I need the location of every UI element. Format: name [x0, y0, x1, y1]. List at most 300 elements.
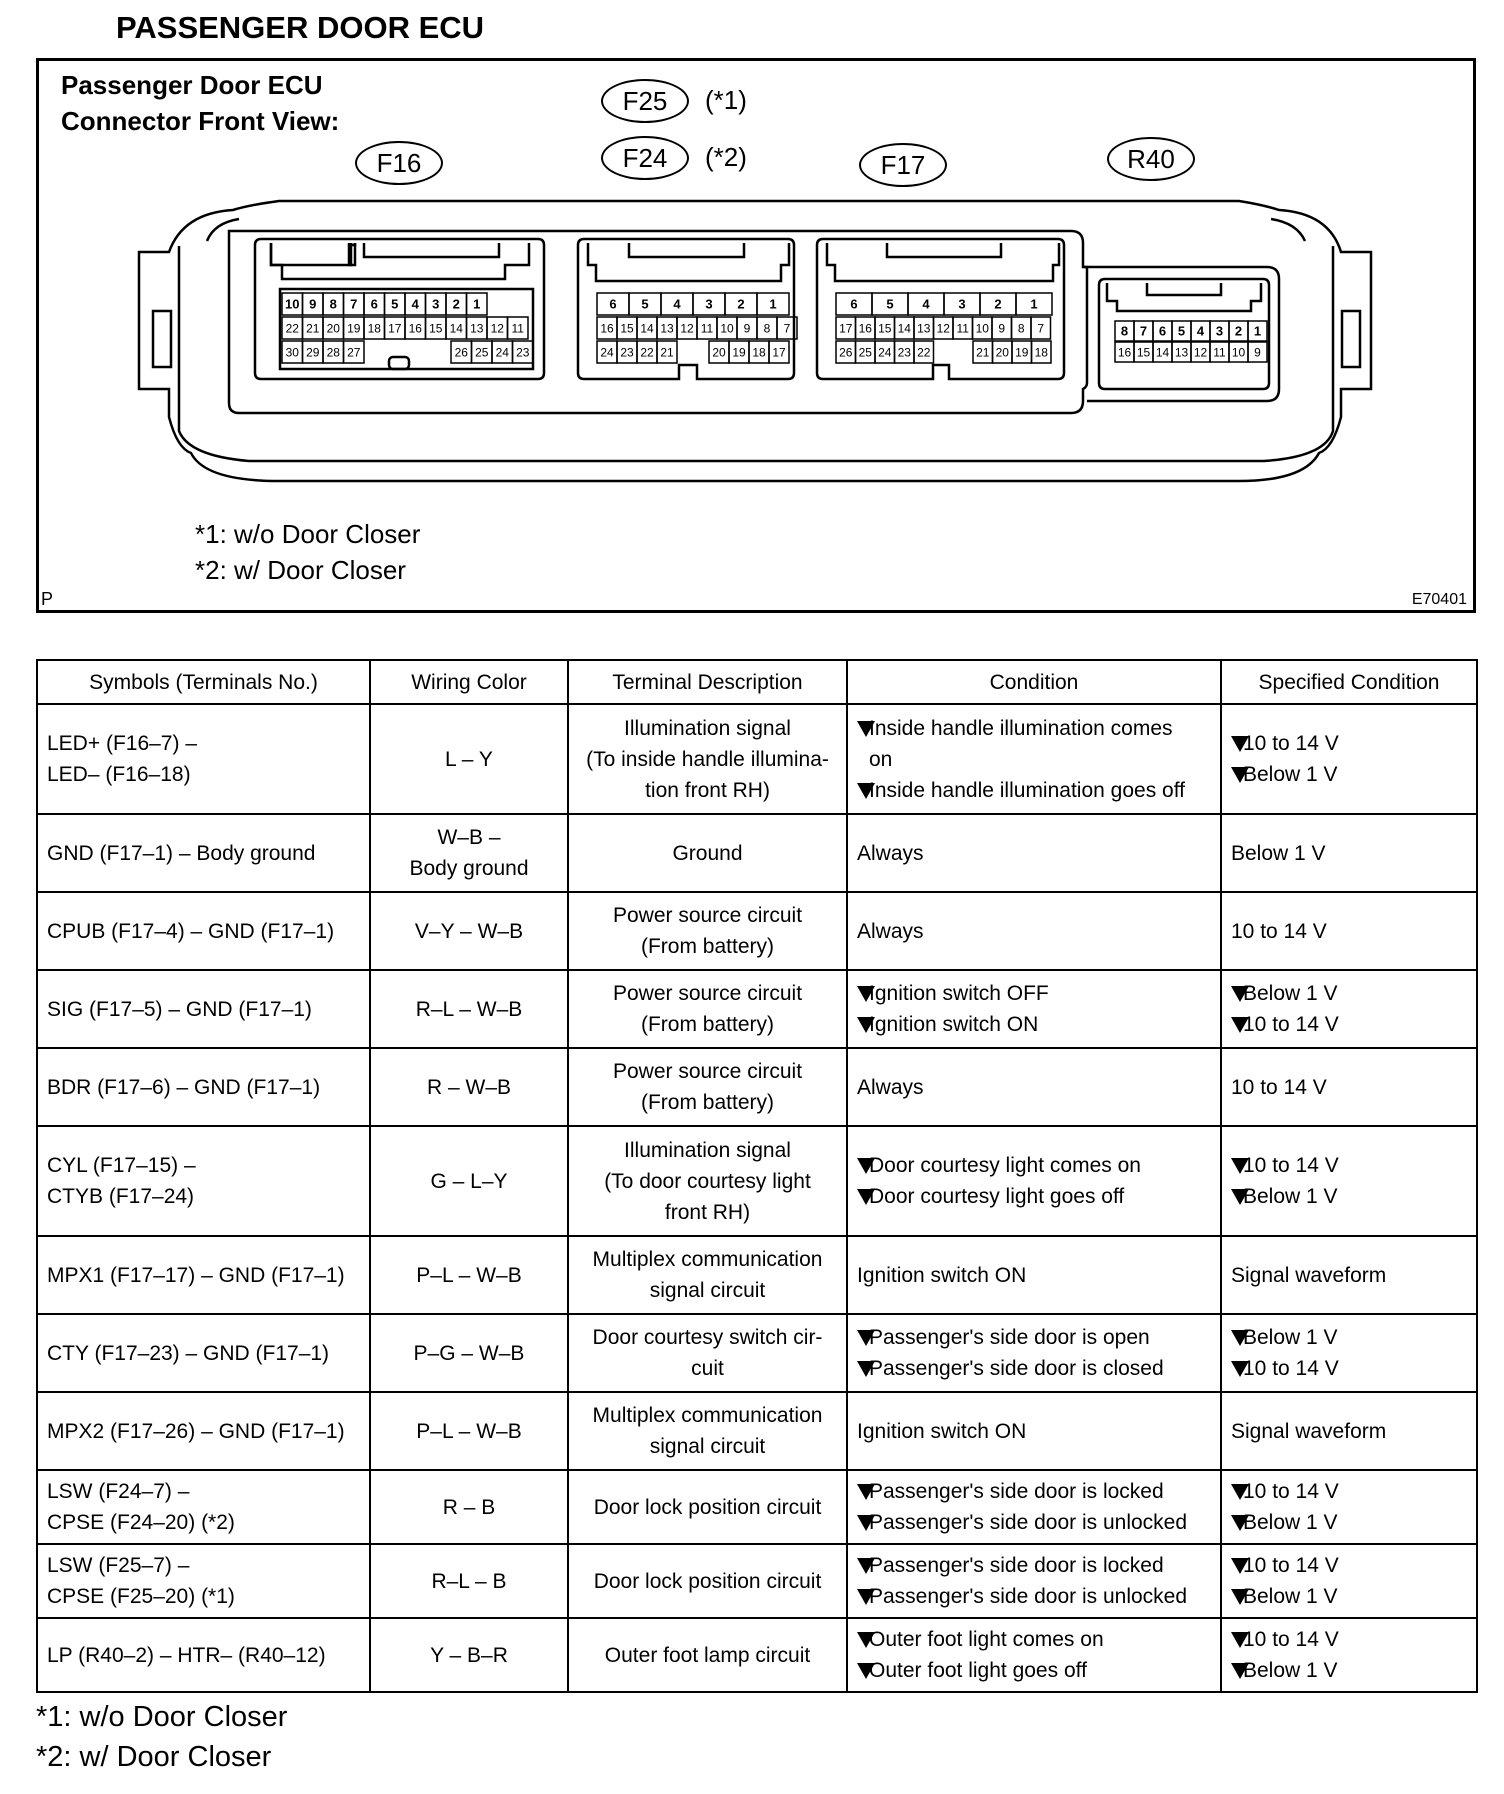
table-row — [37, 1470, 1477, 1544]
cell-condition-text: Outer foot light comes on — [869, 1628, 1104, 1651]
pin-number: 1 — [1030, 296, 1038, 312]
cell-condition-text: Ignition switch ON — [869, 1013, 1039, 1036]
cell-specified-condition-line — [1231, 1624, 1467, 1655]
cell-symbols-text: MPX1 (F17–17) – GND (F17–1) — [47, 1263, 345, 1287]
cell-specified-condition-line — [1231, 1476, 1467, 1507]
cell-wiring-color-line — [380, 1166, 558, 1197]
connector-tag-f25: F25 — [601, 79, 689, 123]
table-row — [37, 1236, 1477, 1314]
cell-wiring-color — [370, 1236, 568, 1314]
cell-condition-line — [857, 1181, 1211, 1212]
cell-specified-condition-line — [1231, 1353, 1467, 1384]
cell-symbols-text: CTYB (F17–24) — [47, 1185, 195, 1208]
header-condition: Condition — [847, 660, 1221, 704]
pin-number: 5 — [1177, 323, 1186, 339]
connector-tag-f17: F17 — [859, 143, 947, 187]
cell-symbols-line — [47, 1338, 360, 1369]
pin-number: 11 — [1213, 345, 1226, 360]
cell-symbols-text: LSW (F24–7) – — [47, 1480, 190, 1503]
terminal-spec-table — [36, 659, 1478, 1693]
pin-number: 15 — [1136, 345, 1151, 360]
cell-symbols — [37, 1392, 370, 1470]
cell-specified-condition-line — [1231, 1655, 1467, 1686]
pin-number: 5 — [391, 296, 399, 312]
cell-specified-condition-line — [1231, 1416, 1467, 1447]
cell-terminal-description-text: front RH) — [664, 1200, 751, 1224]
cell-terminal-description-text: (From battery) — [640, 1091, 774, 1114]
cell-symbols-line — [47, 1181, 360, 1212]
cell-wiring-color-text: G – L–Y — [430, 1169, 508, 1193]
cell-specified-condition-line — [1231, 728, 1467, 759]
pin-number: 10 — [975, 321, 989, 336]
cell-terminal-description-line — [578, 744, 837, 775]
cell-symbols — [37, 1314, 370, 1392]
table-row — [37, 1048, 1477, 1126]
cell-symbols-text: LSW (F25–7) – — [47, 1554, 190, 1577]
pin-number: 25 — [858, 345, 872, 360]
cell-specified-condition — [1221, 1618, 1477, 1692]
pin-number: 2 — [994, 296, 1002, 312]
pin-number: 6 — [609, 296, 617, 312]
cell-symbols — [37, 970, 370, 1048]
cell-condition-line — [857, 978, 1211, 1009]
cell-condition-line — [857, 1624, 1211, 1655]
pin-number: 15 — [620, 321, 634, 336]
cell-specified-condition — [1221, 970, 1477, 1048]
cell-terminal-description-text: Outer foot lamp circuit — [604, 1643, 811, 1667]
pin-number: 2 — [737, 296, 745, 312]
cell-symbols-line — [47, 994, 360, 1025]
pin-number: 15 — [878, 321, 892, 336]
cell-terminal-description — [568, 1126, 847, 1236]
cell-symbols-text: LED– (F16–18) — [47, 763, 191, 786]
pin-number: 4 — [411, 296, 419, 312]
cell-specified-condition-text: Below 1 V — [1243, 1326, 1338, 1349]
cell-symbols-line — [47, 1507, 360, 1538]
pin-number: 19 — [732, 345, 746, 360]
cell-symbols — [37, 1048, 370, 1126]
cell-wiring-color-line — [380, 1566, 558, 1597]
cell-specified-condition-text: Below 1 V — [1243, 763, 1338, 786]
cell-terminal-description-text: (From battery) — [640, 935, 774, 958]
cell-terminal-description-text: signal circuit — [649, 1435, 766, 1458]
cell-specified-condition-text: 10 to 14 V — [1231, 1075, 1327, 1099]
pin-number: 17 — [388, 321, 402, 336]
cell-terminal-description-line — [578, 1353, 837, 1384]
pin-number: 16 — [600, 321, 614, 336]
cell-condition-line — [857, 1322, 1211, 1353]
cell-condition-line — [857, 1260, 1211, 1291]
cell-terminal-description — [568, 970, 847, 1048]
pin-number: 6 — [370, 296, 378, 312]
cell-specified-condition-line — [1231, 759, 1467, 790]
cell-condition-line — [857, 1416, 1211, 1447]
cell-terminal-description-line — [578, 900, 837, 931]
cell-terminal-description — [568, 1544, 847, 1618]
pin-number: 24 — [600, 345, 614, 360]
cell-wiring-color — [370, 1126, 568, 1236]
cell-symbols-line — [47, 1550, 360, 1581]
cell-symbols — [37, 814, 370, 892]
cell-symbols-line — [47, 1640, 360, 1671]
pin-number: 18 — [752, 345, 766, 360]
cell-specified-condition-line — [1231, 916, 1467, 947]
cell-terminal-description-line — [578, 1492, 837, 1523]
cell-specified-condition-text: Below 1 V — [1243, 982, 1338, 1005]
diagram-note-1: *1: w/o Door Closer — [195, 519, 421, 549]
cell-terminal-description-text: Illumination signal — [624, 1138, 791, 1162]
table-row — [37, 1544, 1477, 1618]
connector-tag-f25-note: (*1) — [705, 85, 747, 115]
cell-terminal-description — [568, 1048, 847, 1126]
cell-condition — [847, 970, 1221, 1048]
pin-number: 11 — [956, 321, 969, 336]
cell-terminal-description-text: Door lock position circuit — [593, 1495, 822, 1519]
connector-tag-f16: F16 — [355, 141, 443, 185]
cell-terminal-description-line — [578, 1087, 837, 1118]
cell-specified-condition-line — [1231, 1550, 1467, 1581]
cell-symbols-text: SIG (F17–5) – GND (F17–1) — [47, 997, 312, 1021]
pin-number: 16 — [1117, 345, 1132, 360]
cell-terminal-description-text: (To inside handle illumina- — [586, 747, 829, 771]
cell-wiring-color-line — [380, 822, 558, 853]
cell-specified-condition — [1221, 1392, 1477, 1470]
cell-symbols — [37, 1544, 370, 1618]
cell-specified-condition-line — [1231, 1150, 1467, 1181]
cell-wiring-color — [370, 970, 568, 1048]
pin-number: 20 — [712, 345, 726, 360]
pin-number: 5 — [641, 296, 649, 312]
cell-symbols-line — [47, 1581, 360, 1612]
pin-number: 3 — [958, 296, 966, 312]
cell-terminal-description-text: signal circuit — [649, 1279, 766, 1302]
cell-terminal-description-line — [578, 1056, 837, 1087]
pin-number: 20 — [995, 345, 1009, 360]
cell-specified-condition-text: 10 to 14 V — [1243, 1154, 1339, 1177]
pin-number: 1 — [473, 296, 481, 312]
cell-specified-condition-text: 10 to 14 V — [1243, 1554, 1339, 1577]
cell-terminal-description-text: Multiplex communication — [592, 1248, 823, 1271]
cell-condition-text: Ignition switch ON — [857, 1419, 1027, 1443]
pin-number: 23 — [897, 345, 911, 360]
corner-letter: P — [41, 589, 54, 609]
cell-symbols-text: CPSE (F24–20) (*2) — [47, 1511, 235, 1534]
cell-terminal-description-line — [578, 1009, 837, 1040]
pin-number: 7 — [1139, 323, 1148, 339]
cell-terminal-description-text: Door courtesy switch cir- — [592, 1326, 823, 1349]
header-specified-condition: Specified Condition — [1221, 660, 1477, 704]
cell-symbols — [37, 892, 370, 970]
cell-terminal-description-line — [578, 1566, 837, 1597]
cell-terminal-description — [568, 814, 847, 892]
pin-number: 11 — [700, 321, 714, 336]
cell-terminal-description-line — [578, 713, 837, 744]
cell-specified-condition-text: 10 to 14 V — [1243, 1357, 1339, 1380]
cell-terminal-description-text: Illumination signal — [624, 716, 791, 740]
cell-wiring-color-line — [380, 1492, 558, 1523]
cell-condition-line — [857, 838, 1211, 869]
cell-condition-text: Always — [857, 919, 924, 943]
cell-specified-condition-line — [1231, 978, 1467, 1009]
cell-condition-text: Ignition switch OFF — [869, 982, 1049, 1005]
pin-number: 9 — [998, 321, 1006, 336]
cell-specified-condition-text: 10 to 14 V — [1243, 1628, 1339, 1651]
pin-number: 11 — [511, 321, 524, 336]
cell-specified-condition — [1221, 704, 1477, 814]
cell-condition — [847, 1126, 1221, 1236]
cell-wiring-color — [370, 1392, 568, 1470]
pin-number: 2 — [452, 296, 460, 312]
cell-symbols-line — [47, 1476, 360, 1507]
pin-number: 14 — [449, 321, 463, 336]
pin-number: 7 — [1037, 321, 1045, 336]
cell-symbols-line — [47, 1260, 360, 1291]
cell-wiring-color-text: R – W–B — [426, 1075, 512, 1099]
cell-condition-line — [857, 1655, 1211, 1686]
table-header-row — [37, 660, 1477, 704]
cell-wiring-color-text: W–B – — [437, 826, 501, 849]
cell-specified-condition-line — [1231, 1009, 1467, 1040]
pin-number: 27 — [347, 345, 361, 360]
pin-number: 22 — [640, 345, 654, 360]
cell-specified-condition-text: Signal waveform — [1231, 1263, 1387, 1287]
pin-number: 18 — [367, 321, 381, 336]
cell-condition-line — [857, 775, 1211, 806]
cell-symbols-line — [47, 838, 360, 869]
cell-symbols-line — [47, 916, 360, 947]
connector-tag-r40: R40 — [1107, 137, 1195, 181]
cell-condition-text: Passenger's side door is closed — [869, 1357, 1164, 1380]
cell-terminal-description-text: cuit — [691, 1357, 724, 1380]
cell-condition-line — [857, 744, 1211, 775]
ecu-housing-top-inner-r — [1271, 219, 1305, 241]
cell-condition-text: Door courtesy light goes off — [869, 1185, 1125, 1208]
cell-condition — [847, 704, 1221, 814]
cell-wiring-color — [370, 1618, 568, 1692]
cell-terminal-description-line — [578, 1275, 837, 1306]
cell-condition — [847, 1618, 1221, 1692]
cell-wiring-color-line — [380, 1640, 558, 1671]
cell-specified-condition — [1221, 1544, 1477, 1618]
pin-number: 16 — [858, 321, 872, 336]
cell-symbols-text: CPUB (F17–4) – GND (F17–1) — [47, 919, 335, 943]
cell-wiring-color-text: P–L – W–B — [416, 1263, 522, 1287]
cell-symbols-text: GND (F17–1) – Body ground — [47, 841, 316, 865]
cell-specified-condition — [1221, 1470, 1477, 1544]
cell-condition-text: Ignition switch ON — [857, 1263, 1027, 1287]
pin-number: 13 — [470, 321, 484, 336]
table-row — [37, 970, 1477, 1048]
pin-number: 29 — [306, 345, 320, 360]
cell-specified-condition-text: 10 to 14 V — [1231, 919, 1327, 943]
pin-number: 21 — [306, 321, 320, 336]
cell-wiring-color-line — [380, 1260, 558, 1291]
cell-terminal-description — [568, 1392, 847, 1470]
pin-number: 19 — [1015, 345, 1029, 360]
cell-terminal-description-text: tion front RH) — [645, 778, 770, 802]
pin-number: 15 — [429, 321, 443, 336]
pin-number: 13 — [1174, 345, 1189, 360]
cell-wiring-color — [370, 704, 568, 814]
cell-terminal-description-line — [578, 775, 837, 806]
cell-condition-text: Passenger's side door is unlocked — [869, 1585, 1188, 1608]
cell-condition — [847, 1470, 1221, 1544]
cell-terminal-description-line — [578, 1431, 837, 1462]
pin-number: 18 — [1034, 345, 1048, 360]
cell-condition — [847, 814, 1221, 892]
cell-condition-line — [857, 713, 1211, 744]
cell-condition-text: Inside handle illumination goes off — [869, 778, 1185, 802]
cell-condition-line — [857, 1476, 1211, 1507]
pin-number: 10 — [285, 296, 300, 312]
cell-wiring-color-text: R–L – B — [431, 1569, 507, 1593]
diagram-label-line1: Passenger Door ECU — [61, 70, 323, 100]
pin-number: 30 — [285, 345, 299, 360]
pin-number: 7 — [350, 296, 358, 312]
pin-number: 9 — [743, 321, 751, 336]
diagram-note-2: *2: w/ Door Closer — [195, 555, 406, 585]
cell-terminal-description — [568, 1618, 847, 1692]
cell-symbols-line — [47, 1072, 360, 1103]
pin-number: 23 — [620, 345, 634, 360]
pin-number: 12 — [936, 321, 950, 336]
cell-terminal-description-line — [578, 1322, 837, 1353]
pin-number: 13 — [917, 321, 931, 336]
pin-number: 21 — [660, 345, 674, 360]
cell-symbols-text: CPSE (F25–20) (*1) — [47, 1585, 235, 1608]
table-row — [37, 1314, 1477, 1392]
cell-specified-condition-text: Below 1 V — [1231, 841, 1326, 865]
cell-terminal-description — [568, 1314, 847, 1392]
pin-number: 6 — [1158, 323, 1167, 339]
pin-number: 6 — [850, 296, 858, 312]
cell-condition-text: Passenger's side door is open — [869, 1326, 1150, 1349]
cell-terminal-description-text: (From battery) — [640, 1013, 774, 1036]
cell-specified-condition-text: Below 1 V — [1243, 1511, 1338, 1534]
table-row — [37, 892, 1477, 970]
cell-specified-condition-text: 10 to 14 V — [1243, 732, 1339, 755]
pin-number: 12 — [680, 321, 694, 336]
pin-number: 14 — [1155, 345, 1170, 360]
cell-condition-text: Door courtesy light comes on — [869, 1154, 1141, 1177]
diagram-label-line2: Connector Front View: — [61, 106, 340, 136]
cell-symbols-line — [47, 1150, 360, 1181]
pin-number: 14 — [897, 321, 911, 336]
cell-specified-condition-line — [1231, 1181, 1467, 1212]
cell-wiring-color-line — [380, 1338, 558, 1369]
cell-wiring-color-text: P–L – W–B — [416, 1419, 522, 1443]
cell-wiring-color-line — [380, 1072, 558, 1103]
cell-symbols-text: LED+ (F16–7) – — [47, 732, 197, 755]
cell-condition-line — [857, 1009, 1211, 1040]
cell-terminal-description-text: Door lock position circuit — [593, 1569, 822, 1593]
cell-symbols — [37, 1236, 370, 1314]
cell-specified-condition-text: Below 1 V — [1243, 1585, 1338, 1608]
table-row — [37, 1126, 1477, 1236]
cell-specified-condition-text: Below 1 V — [1243, 1659, 1338, 1682]
cell-specified-condition — [1221, 1314, 1477, 1392]
cell-condition-text: on — [869, 747, 893, 771]
cell-terminal-description-line — [578, 978, 837, 1009]
pin-number: 2 — [1234, 323, 1243, 339]
pin-number: 20 — [326, 321, 340, 336]
pin-number: 19 — [347, 321, 361, 336]
cell-wiring-color-line — [380, 916, 558, 947]
cell-condition-text: Passenger's side door is unlocked — [869, 1511, 1188, 1534]
pin-number: 28 — [326, 345, 340, 360]
cell-wiring-color-text: R–L – W–B — [415, 997, 523, 1021]
pin-number: 8 — [1120, 323, 1129, 339]
pin-number: 9 — [1254, 345, 1261, 360]
pin-number: 25 — [475, 345, 489, 360]
cell-specified-condition-text: 10 to 14 V — [1243, 1480, 1339, 1503]
pin-number: 9 — [309, 296, 317, 312]
cell-condition-line — [857, 1150, 1211, 1181]
figure-code: E70401 — [1411, 591, 1467, 608]
cell-condition-text: Always — [857, 1075, 924, 1099]
cell-terminal-description-text: Power source circuit — [612, 982, 803, 1005]
cell-terminal-description-text: Power source circuit — [612, 904, 803, 927]
cell-condition-text: Passenger's side door is locked — [869, 1554, 1164, 1577]
table-row — [37, 814, 1477, 892]
pin-number: 14 — [640, 321, 654, 336]
footnote-1: *1: w/o Door Closer — [36, 1701, 288, 1733]
cell-symbols-line — [47, 759, 360, 790]
pin-number: 7 — [783, 321, 791, 336]
cell-terminal-description-line — [578, 1640, 837, 1671]
pin-number: 13 — [660, 321, 674, 336]
cell-terminal-description-text: Multiplex communication — [592, 1404, 823, 1427]
cell-terminal-description — [568, 1236, 847, 1314]
pin-number: 3 — [432, 296, 440, 312]
pin-number: 10 — [720, 321, 734, 336]
cell-condition-line — [857, 1550, 1211, 1581]
cell-terminal-description-text: (To door courtesy light — [604, 1169, 811, 1193]
pin-number: 22 — [285, 321, 299, 336]
cell-specified-condition — [1221, 1048, 1477, 1126]
cell-symbols-line — [47, 728, 360, 759]
cell-condition-line — [857, 1072, 1211, 1103]
pin-number: 21 — [976, 345, 990, 360]
pin-number: 3 — [705, 296, 713, 312]
cell-specified-condition-line — [1231, 1581, 1467, 1612]
header-wiring-color: Wiring Color — [370, 660, 568, 704]
cell-terminal-description — [568, 1470, 847, 1544]
header-symbols: Symbols (Terminals No.) — [37, 660, 370, 704]
cell-symbols-text: MPX2 (F17–26) – GND (F17–1) — [47, 1419, 345, 1443]
pin-number: 8 — [1017, 321, 1025, 336]
cell-wiring-color-text: P–G – W–B — [413, 1341, 525, 1365]
pin-number: 1 — [1253, 323, 1262, 339]
cell-specified-condition-line — [1231, 1072, 1467, 1103]
pin-number: 4 — [1196, 323, 1205, 339]
cell-specified-condition — [1221, 892, 1477, 970]
cell-condition — [847, 1544, 1221, 1618]
f16-locator — [389, 357, 409, 369]
pin-number: 22 — [917, 345, 931, 360]
cell-terminal-description-text: Ground — [672, 841, 743, 865]
left-latch — [153, 311, 171, 367]
pin-number: 3 — [1215, 323, 1224, 339]
pin-number: 8 — [763, 321, 771, 336]
cell-wiring-color-text: R – B — [442, 1495, 496, 1519]
footnote-2: *2: w/ Door Closer — [36, 1741, 272, 1773]
right-latch — [1342, 311, 1360, 367]
cell-terminal-description-line — [578, 931, 837, 962]
cell-wiring-color-text: L – Y — [445, 747, 493, 771]
cell-condition-text: Outer foot light goes off — [869, 1659, 1087, 1682]
pin-number: 8 — [329, 296, 337, 312]
